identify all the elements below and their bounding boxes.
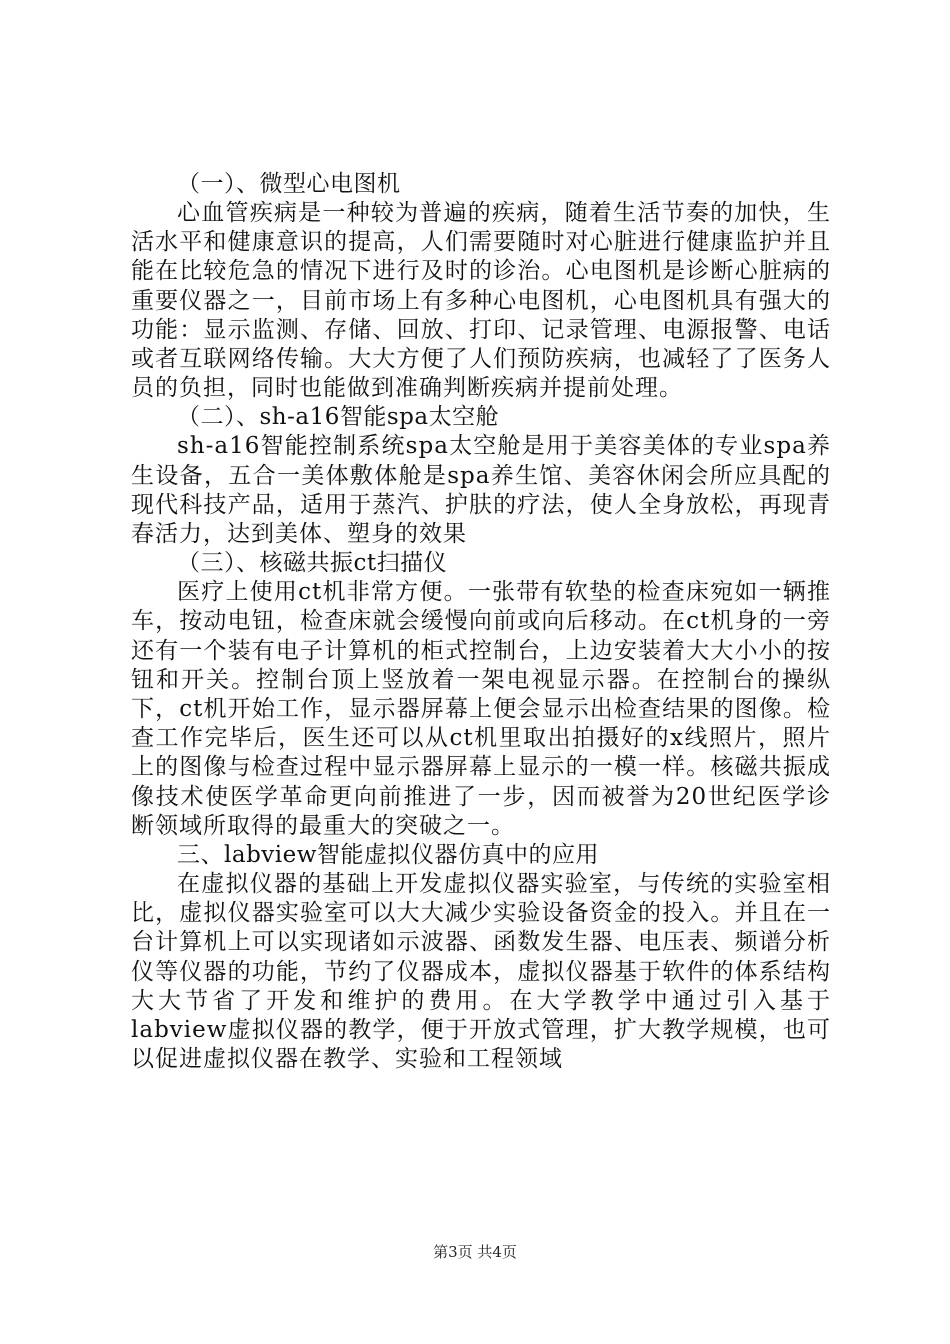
section-paragraph-2: sh-a16智能控制系统spa太空舱是用于美容美体的专业spa养生设备，五合一美体敷体舱是spa养生馆、美容休闲会所应具配的现代科技产品，适用于蒸汽、护肤的疗法，使人全身放松，再现青春活力，达到美体、塑身的效果 [131, 433, 831, 548]
section-heading-2: （二）、sh-a16智能spa太空舱 [177, 404, 500, 431]
section-paragraph-1: 心血管疾病是一种较为普遍的疾病，随着生活节奏的加快，生活水平和健康意识的提高，人们需要随时对心脏进行健康监护并且能在比较危急的情况下进行及时的诊治。心电图机是诊断心脏病的重要仪器之一，目前市场上有多种心电图机，心电图机具有强大的功能：显示监测、存储、回放、打印、记录管理、电源报警、电话或者互联网络传输。大大方便了人们预防疾病，也减轻了了医务人员的负担，同时也能做到准确判断疾病并提前处理。 [131, 200, 831, 402]
section-heading-4: 三、labview智能虚拟仪器仿真中的应用 [177, 842, 599, 869]
section-paragraph-3: 医疗上使用ct机非常方便。一张带有软垫的检查床宛如一辆推车，按动电钮，检查床就会缓慢向前或向后移动。在ct机身的一旁还有一个装有电子计算机的柜式控制台，上边安装着大大小小的按钮和开关。控制台顶上竖放着一架电视显示器。在控制台的操纵下，ct机开始工作，显示器屏幕上便会显示出检查结果的图像。检查工作完毕后，医生还可以从ct机里取出拍摄好的x线照片，照片上的图像与检查过程中显示器屏幕上显示的一模一样。核磁共振成像技术使医学革命更向前推进了一步，因而被誉为20世纪医学诊断领域所取得的最重大的突破之一。 [131, 579, 831, 839]
section-heading-3: （三）、核磁共振ct扫描仪 [177, 550, 448, 577]
section-paragraph-4: 在虚拟仪器的基础上开发虚拟仪器实验室，与传统的实验室相比，虚拟仪器实验室可以大大减少实验设备资金的投入。并且在一台计算机上可以实现诸如示波器、函数发生器、电压表、频谱分析仪等仪器的功能，节约了仪器成本，虚拟仪器基于软件的体系结构大大节省了开发和维护的费用。在大学教学中通过引入基于labview虚拟仪器的教学，便于开放式管理，扩大教学规模，也可以促进虚拟仪器在教学、实验和工程领域 [131, 871, 831, 1073]
page-number-footer: 第3页 共4页 [433, 1243, 517, 1261]
section-heading-1: （一）、微型心电图机 [177, 171, 401, 197]
document-body [131, 170, 831, 1074]
